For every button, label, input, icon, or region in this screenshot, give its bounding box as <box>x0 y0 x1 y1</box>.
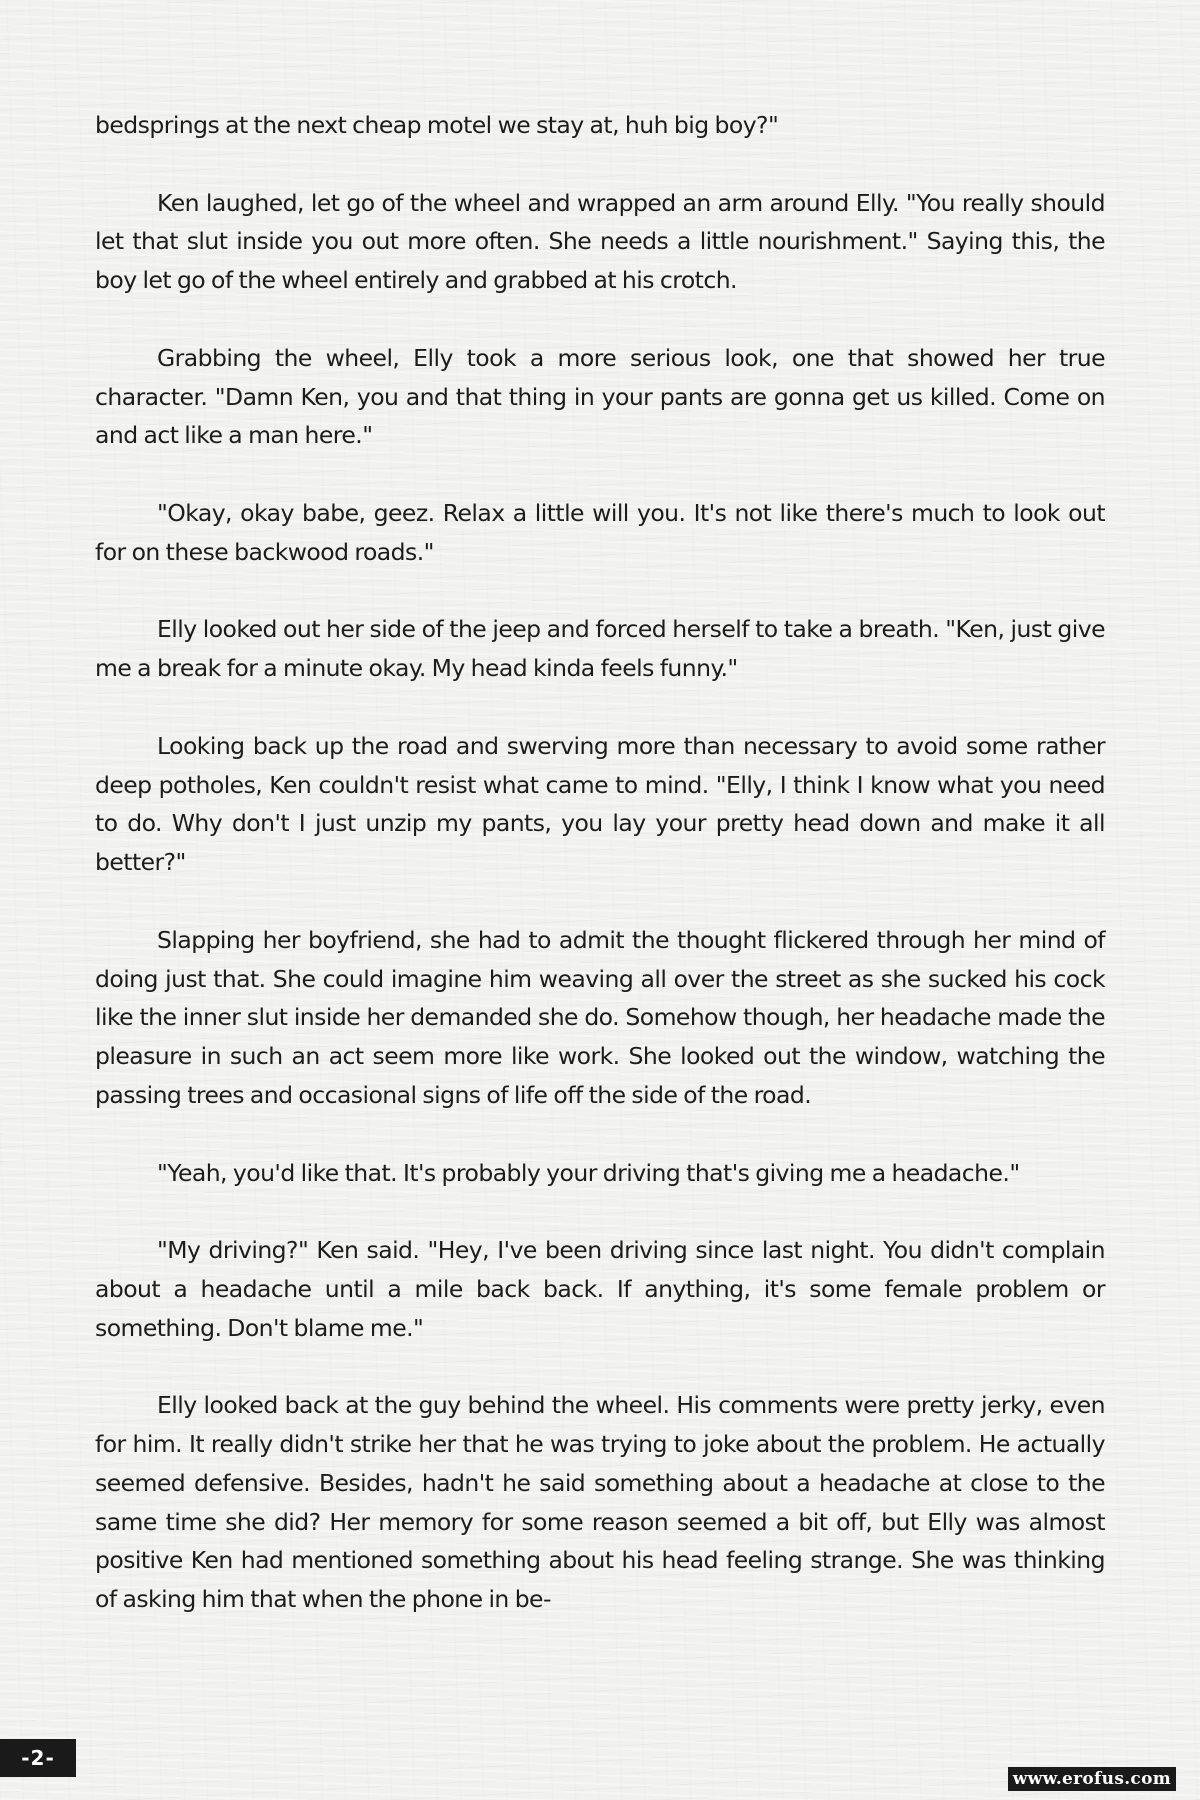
paragraph: "My driving?" Ken said. "Hey, I've been driving since last night. You didn't complain about a headache until a mile back back. If anything, it's some female problem or something. Don't blame me." <box>95 1236 1105 1342</box>
paragraph: Looking back up the road and swerving more than necessary to avoid some rather deep potholes, Ken couldn't resist what came to mind. "Elly, I think I know what you need to do. Why don't I just unzip my pants, you lay your pretty head down and make it all better?" <box>95 731 1105 877</box>
paragraph: Elly looked back at the guy behind the wheel. His comments were pretty jerky, even for him. It really didn't strike her that he was trying to joke about the problem. He actually seemed defensive. Besides, hadn't he said something about a headache at close to the same time she did? Her memory for some reason seemed a bit off, but Elly was almost positive Ken had mentioned something about his head feeling strange. She was thinking of asking him that when the phone in be- <box>95 1391 1105 1614</box>
paragraph: Elly looked out her side of the jeep and forced herself to take a breath. "Ken, just give me a break for a minute okay. My head kinda feels funny." <box>95 615 1105 683</box>
paragraph: Slapping her boyfriend, she had to admit the thought flickered through her mind of doing just that. She could imagine him weaving all over the street as she sucked his cock like the inner slut inside her demanded she do. Somehow though, her headache made the pleasure in such an act seem more like work. She looked out the window, watching the passing trees and occasional signs of life off the side of the road. <box>95 925 1105 1109</box>
paragraph: bedsprings at the next cheap motel we stay at, huh big boy?" <box>95 111 779 139</box>
paragraph: Grabbing the wheel, Elly took a more serious look, one that showed her true character. "Damn Ken, you and that thing in your pants are gonna get us killed. Come on and act like a man here." <box>95 343 1105 450</box>
paragraph: "Yeah, you'd like that. It's probably your driving that's giving me a headache." <box>157 1158 1020 1187</box>
page-number: -2- <box>0 1739 76 1777</box>
paragraph: "Okay, okay babe, geez. Relax a little will you. It's not like there's much to look out for on these backwood roads." <box>95 498 1105 566</box>
paragraph: Ken laughed, let go of the wheel and wrapped an arm around Elly. "You really should let that slut inside you out more often. She needs a little nourishment." Saying this, the boy let go of the wheel entirely and grabbed at his crotch. <box>95 188 1105 295</box>
story-text <box>95 106 1105 1619</box>
site-watermark: www.erofus.com <box>1008 1767 1176 1791</box>
